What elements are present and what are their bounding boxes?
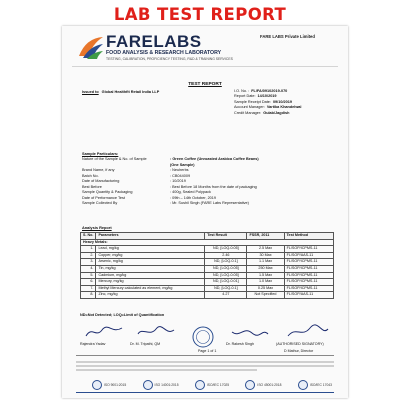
row-number: 7.	[81, 285, 96, 292]
signature-left-icon	[84, 324, 124, 340]
particular-value: : Best Before 18 Months from the date of packaging	[170, 184, 257, 189]
table-row	[81, 279, 334, 286]
table-row	[81, 259, 334, 266]
report-meta	[234, 89, 346, 116]
row-number: 5.	[81, 272, 96, 279]
test-result: ND, [LOQ-0.01]	[205, 279, 247, 286]
test-result: ND, [LOQ-0.1]	[205, 259, 247, 266]
certification-label: ISO/IEC 17025	[206, 383, 230, 387]
signatory-left: Rajendra Yadav	[80, 342, 106, 346]
parameter: Tin, mg/kg	[96, 265, 205, 272]
column-header: S. No.	[81, 233, 96, 240]
row-number: 4.	[81, 265, 96, 272]
issued-to-name: Global Healthfit Retail India LLP	[101, 90, 160, 94]
page-number: Page 1 of 1	[198, 349, 217, 353]
table-group-row	[81, 239, 334, 246]
table-row	[81, 285, 334, 292]
certification-badge-icon	[245, 380, 255, 390]
notes-block	[76, 355, 334, 373]
particular-value: : Mr. Sushil Singh (FARE Labs Representative)	[170, 201, 249, 205]
signature-right-icon	[286, 324, 330, 340]
particular-label: Date of Manufacturing	[82, 179, 120, 183]
company-name: FARE LABS Private Limited	[260, 34, 315, 39]
limit: Not Specified	[247, 292, 284, 299]
parameter: Methyl Mercury calculated as element, mg/kg	[96, 285, 205, 292]
company-address-block	[260, 34, 344, 39]
results-header-row	[81, 233, 334, 240]
test-method: FL/SOP/ICPMS-11	[284, 265, 333, 272]
meta-label: Credit Manager:	[234, 110, 262, 115]
report-sheet	[62, 26, 348, 398]
limit: 1.5 Max	[247, 272, 284, 279]
meta-value: Gulab/Jagdish	[263, 110, 290, 115]
column-header: FSSR, 2011	[247, 233, 284, 240]
sample-particulars-heading: Sample Particulars:	[82, 151, 119, 156]
signatory-third: Dr. Rakesh Singh	[226, 342, 254, 346]
test-method: FL/SOP/AAS-11	[284, 252, 333, 259]
certification-label: ISO 45001:2018	[257, 383, 282, 387]
results-legend: ND=Not Detected; LOQ=Limit of Quantification	[80, 313, 165, 317]
test-method: FL/SOP/ICPMS-11	[284, 246, 333, 253]
test-result: ND, [LOQ-0.1]	[205, 285, 247, 292]
table-row	[81, 252, 334, 259]
meta-label: I.O. No. :	[234, 89, 250, 93]
particular-value: : 10/2019	[170, 179, 186, 183]
column-header: Parameters	[96, 233, 205, 240]
parameter: Mercury, mg/kg	[96, 279, 205, 286]
column-header: Test Method	[284, 233, 333, 240]
farelabs-logo-icon	[76, 34, 106, 60]
test-method: FL/SOP/AAS-11	[284, 292, 333, 299]
particular-value: : Green Coffee (Unroasted Arabica Coffee Beans)	[170, 157, 259, 161]
particular-label: Date of Performance Test	[82, 195, 125, 200]
certification-badge-icon	[298, 380, 308, 390]
particular-row	[82, 201, 332, 207]
certification-row	[92, 380, 332, 390]
brand-block	[106, 33, 256, 62]
meta-label: Account Manager:	[234, 105, 265, 110]
certification	[298, 380, 332, 390]
issued-to-label: Issued to	[82, 90, 99, 94]
row-number: 3.	[81, 259, 96, 266]
parameter: Arsenic, mg/kg	[96, 259, 205, 266]
meta-value: Vartika Khandelwal	[266, 105, 302, 110]
signature-middle-icon	[136, 324, 176, 340]
group-label: Heavy Metals:	[81, 239, 334, 246]
test-result: 2.46	[205, 252, 247, 259]
parameter: Copper, mg/kg	[96, 252, 205, 259]
limit: 1.0 Max	[247, 279, 284, 286]
row-number: 2.	[81, 252, 96, 259]
footer-bar	[76, 392, 334, 393]
limit: 250 Max	[247, 265, 284, 272]
certification	[143, 380, 179, 390]
brand-subtitle: FOOD ANALYSIS & RESEARCH LABORATORY	[106, 50, 222, 56]
row-number: 6.	[81, 279, 96, 286]
analysis-report-heading: Analysis Report	[82, 225, 112, 230]
test-method: FL/SOP/ICPMS-11	[284, 272, 333, 279]
table-row	[81, 265, 334, 272]
test-result: 4.27	[205, 292, 247, 299]
lab-seal-icon	[192, 326, 214, 348]
limit: 0.25 Max	[247, 285, 284, 292]
certification	[195, 380, 229, 390]
particular-value: : 400g, Sealed Polypack	[170, 190, 211, 194]
sample-particulars	[82, 157, 332, 207]
test-method: FL/SOP/ICPMS-11	[284, 259, 333, 266]
signatory-middle: Dr. M. Tripathi, QM	[130, 342, 161, 346]
parameter: Lead, mg/kg	[96, 246, 205, 253]
certification-label: ISO 9001:2015	[104, 383, 127, 387]
note-line	[76, 369, 257, 371]
signatory-authorised: (AUTHORISED SIGNATORY)	[276, 342, 324, 346]
parameter: Zinc, mg/kg	[96, 292, 205, 299]
particular-label: Best Before	[82, 184, 102, 189]
header-rule	[72, 66, 338, 67]
certification-label: ISO/IEC 17043	[309, 383, 332, 387]
table-row	[81, 272, 334, 279]
table-row	[81, 292, 334, 299]
test-result: ND, [LOQ-0.05]	[205, 265, 247, 272]
meta-value: 14/10/2019	[257, 94, 277, 99]
row-number: 1.	[81, 246, 96, 253]
test-result: ND, [LOQ-0.05]	[205, 246, 247, 253]
signature-block	[80, 324, 334, 354]
limit: 1.1 Max	[247, 259, 284, 266]
banner-title: LAB TEST REPORT	[113, 5, 287, 24]
brand-name: FARELABS	[106, 32, 202, 51]
meta-value: 09/10/2019	[272, 99, 292, 104]
test-result: ND, [LOQ-0.05]	[205, 272, 247, 279]
limit: 2.5 Max	[247, 246, 284, 253]
note-line	[76, 365, 334, 367]
particular-label: Nature of the Sample & No. of Sample	[82, 157, 147, 161]
particular-label: Batch No.	[82, 173, 99, 178]
note-line	[76, 361, 334, 363]
particular-value: (One Sample)	[170, 162, 195, 167]
particular-label: Sample Collected By	[82, 201, 118, 205]
parameter: Cadmium, mg/kg	[96, 272, 205, 279]
test-method: FL/SOP/ICPMS-11	[284, 279, 333, 286]
particular-value: : Neuherbs	[170, 168, 189, 172]
signatory-right: D Mathur, Director	[284, 349, 314, 353]
meta-value: FL/FA/09102019-070	[251, 89, 288, 93]
certification	[245, 380, 281, 390]
meta-label: Sample Receipt Date:	[234, 99, 271, 104]
certification-badge-icon	[143, 380, 153, 390]
particular-label: Brand Name, if any	[82, 168, 115, 172]
particular-value: : CB044009	[170, 173, 191, 178]
particular-label: Sample Quantity & Packaging	[82, 190, 133, 194]
results-table	[80, 232, 334, 299]
certification-badge-icon	[92, 380, 102, 390]
particular-value: : 09th – 14th October, 2019	[170, 195, 217, 200]
certification-badge-icon	[195, 380, 205, 390]
signature-third-icon	[230, 324, 270, 340]
meta-label: Report Date:	[234, 94, 256, 99]
report-title: TEST REPORT	[188, 82, 222, 87]
limit: 30 Max	[247, 252, 284, 259]
test-method: FL/SOP/ICPMS-11	[284, 285, 333, 292]
issued-to-block	[82, 90, 210, 96]
brand-tagline: TESTING, CALIBRATION, PROFICIENCY TESTING, R&D & TRAINING SERVICES	[106, 57, 233, 61]
certification-label: ISO 14001:2015	[154, 383, 179, 387]
row-number: 8.	[81, 292, 96, 299]
table-row	[81, 246, 334, 253]
certification	[92, 380, 126, 390]
column-header: Test Result	[205, 233, 247, 240]
meta-row	[234, 111, 346, 116]
